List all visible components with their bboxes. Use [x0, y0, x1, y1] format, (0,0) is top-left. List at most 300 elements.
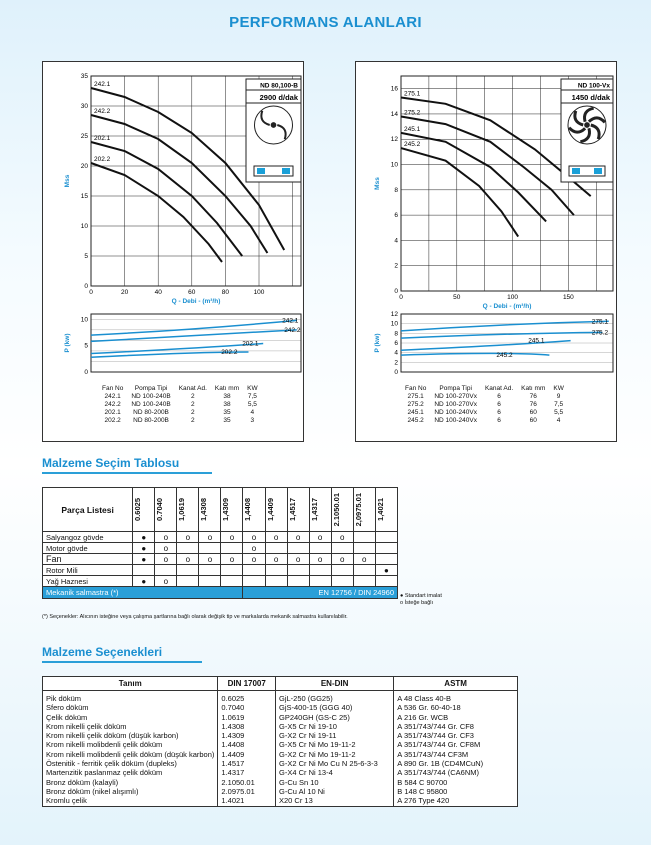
- fan-table-row: [401, 393, 568, 401]
- options-cell: 1.4317: [218, 768, 276, 777]
- impeller-icon: [255, 106, 293, 144]
- options-cell: A 351/743/744 (CA6NM): [394, 768, 518, 777]
- fan-table-cell: 2: [191, 417, 195, 424]
- fan-table-cell: 76: [529, 393, 537, 400]
- fan-table-cell: 7,5: [247, 393, 257, 400]
- fan-table-cell: 38: [223, 393, 231, 400]
- fan-table-row: [401, 409, 568, 417]
- options-cell: 1.4517: [218, 759, 276, 768]
- fan-table-cell: 2: [191, 409, 195, 416]
- options-row: [43, 713, 518, 722]
- power-curve: [401, 341, 571, 351]
- selection-mark: o: [287, 554, 309, 565]
- legend: [400, 593, 442, 607]
- y-tick-label: 16: [390, 85, 398, 93]
- selection-row: [43, 532, 398, 543]
- selection-row: [43, 554, 398, 565]
- selection-mark: [243, 576, 265, 587]
- fan-table-cell: 3: [250, 417, 255, 424]
- selection-row: [43, 543, 398, 554]
- curve-label: 245.2: [404, 141, 421, 149]
- performance-panel-left: [42, 61, 304, 442]
- fan-table-cell: 6: [497, 409, 501, 416]
- y-tick-label: 10: [80, 223, 88, 230]
- options-cell: G-X2 Cr Ni Mo 19-11-2: [276, 750, 394, 759]
- selection-mark: [309, 565, 331, 576]
- selection-mark: o: [309, 554, 331, 565]
- options-cell: 2.1050.01: [218, 778, 276, 787]
- fan-table-cell: 35: [223, 417, 231, 424]
- material-code-header: [353, 488, 375, 532]
- seal-footnote: (*) Seçenekler: Alıcının isteğine veya çalışma şartlarına bağlı olarak değişik tip ve markalarda mekanik salmastra kullanılabilir.: [42, 614, 348, 620]
- power-curve: [401, 353, 549, 355]
- performance-panel-right: [355, 61, 617, 442]
- options-row: [43, 768, 518, 777]
- power-tick-label: 5: [84, 342, 88, 350]
- material-code-label: 0.6025: [133, 498, 143, 521]
- options-row: [43, 778, 518, 787]
- x-axis-label: Q - Debi - (m³/h): [482, 303, 532, 310]
- pump-flange-right: [282, 168, 290, 174]
- fan-table-cell: 6: [497, 401, 501, 408]
- options-cell: A 351/743/744 CF3M: [394, 750, 518, 759]
- fan-table-header: Fan No: [102, 385, 124, 392]
- options-header-row: [43, 677, 518, 691]
- power-curve-label: 242.2: [284, 326, 301, 334]
- fan-table-cell: 4: [250, 409, 255, 416]
- material-options-table: [42, 676, 518, 807]
- material-code-header: [133, 488, 155, 532]
- options-cell: 0.7040: [218, 703, 276, 712]
- fan-table-cell: ND 100-240B: [131, 401, 171, 408]
- selection-mark: [177, 565, 199, 576]
- selection-mark: [353, 543, 375, 554]
- options-cell: A 351/743/744 Gr. CF3: [394, 731, 518, 740]
- selection-mark: [199, 543, 221, 554]
- fan-table-cell: 6: [497, 393, 501, 400]
- options-cell: 1.4309: [218, 731, 276, 740]
- fan-table-cell: 242.1: [104, 393, 121, 400]
- fan-table-cell: ND 80-200B: [133, 409, 169, 416]
- part-name: Fan: [43, 554, 133, 565]
- x-tick-label: 100: [253, 289, 265, 296]
- power-curve-label: 245.1: [528, 337, 545, 345]
- selection-mark: [375, 543, 397, 554]
- material-code-label: 2,0975.01: [353, 492, 363, 527]
- options-column-header: EN-DIN: [276, 677, 394, 691]
- material-options-title: Malzeme Seçenekleri: [42, 645, 163, 659]
- material-code-header: [309, 488, 331, 532]
- fan-table-cell: ND 100-240B: [131, 393, 171, 400]
- selection-mark: o: [353, 554, 375, 565]
- material-code-header: [375, 488, 397, 532]
- fan-table-cell: 38: [223, 401, 231, 408]
- options-row: [43, 722, 518, 731]
- power-axis-label: P (kw): [374, 333, 381, 353]
- power-curve-label: 202.1: [242, 340, 259, 348]
- y-axis-label: Mss: [374, 177, 381, 190]
- material-code-label: 1,4308: [199, 498, 209, 521]
- options-cell: Bronz döküm (nikel alışımlı): [43, 787, 218, 796]
- fan-table-cell: 275.2: [407, 401, 424, 408]
- material-code-label: 1,4408: [243, 498, 253, 521]
- selection-mark: [221, 565, 243, 576]
- pump-icon: [569, 166, 605, 176]
- options-column-header: DIN 17007: [218, 677, 276, 691]
- part-name: Motor gövde: [43, 543, 133, 554]
- fan-table-row: [98, 417, 262, 425]
- curve-label: 275.1: [404, 90, 421, 98]
- selection-mark: [221, 543, 243, 554]
- selection-mark: ●: [133, 554, 155, 565]
- selection-mark: [221, 576, 243, 587]
- material-code-header: [243, 488, 265, 532]
- fan-table-cell: ND 100-240Vx: [434, 409, 477, 416]
- selection-mark: o: [243, 543, 265, 554]
- material-code-label: 1,4317: [309, 498, 319, 521]
- curve-label: 242.2: [94, 108, 111, 115]
- selection-mark: [265, 565, 287, 576]
- performance-curve: [91, 142, 242, 256]
- fan-table-cell: ND 100-270Vx: [434, 401, 477, 408]
- fan-table-cell: 76: [529, 401, 537, 408]
- y-tick-label: 5: [84, 253, 88, 260]
- selection-mark: [177, 576, 199, 587]
- fan-table-cell: 2: [191, 393, 195, 400]
- selection-mark: o: [221, 554, 243, 565]
- fan-table-cell: 2: [191, 401, 195, 408]
- options-cell: Krom nikelli çelik döküm (düşük karbon): [43, 731, 218, 740]
- fan-table-row: [401, 417, 568, 425]
- options-column-header: Tanım: [43, 677, 218, 691]
- selection-mark: o: [265, 554, 287, 565]
- options-cell: Krom nikelli çelik döküm: [43, 722, 218, 731]
- options-cell: Pik döküm: [43, 691, 218, 704]
- fan-table-cell: 245.1: [407, 409, 424, 416]
- y-tick-label: 0: [84, 283, 88, 290]
- fan-table-cell: 60: [529, 417, 537, 424]
- options-row: [43, 750, 518, 759]
- pump-icon: [254, 166, 293, 176]
- fan-table-cell: 242.2: [104, 401, 121, 408]
- options-row: [43, 787, 518, 796]
- curve-label: 202.2: [94, 156, 111, 163]
- selection-header-row: [43, 488, 398, 532]
- power-curve: [91, 320, 297, 335]
- material-code-label: 1,0619: [177, 498, 187, 521]
- page-title: PERFORMANS ALANLARI: [229, 14, 422, 31]
- seal-label: Mekanik salmastra (*): [43, 587, 243, 599]
- material-code-header: [287, 488, 309, 532]
- selection-mark: ●: [133, 532, 155, 543]
- speed-label: 2900 d/dak: [259, 93, 298, 102]
- selection-mark: [265, 543, 287, 554]
- fan-table-cell: 245.2: [407, 417, 424, 424]
- power-tick-label: 0: [394, 369, 398, 376]
- selection-mark: ●: [375, 565, 397, 576]
- power-tick-label: 6: [394, 340, 398, 347]
- x-tick-label: 40: [154, 289, 162, 296]
- performance-curve: [401, 133, 546, 222]
- selection-mark: [331, 543, 353, 554]
- fan-table-cell: 4: [556, 417, 561, 424]
- fan-table-cell: 5,5: [554, 409, 564, 416]
- fan-table-header: Kanat Ad.: [178, 385, 207, 392]
- y-tick-label: 35: [80, 73, 88, 80]
- selection-mark: o: [199, 532, 221, 543]
- selection-mark: o: [309, 532, 331, 543]
- fan-table-row: [98, 401, 262, 409]
- selection-mark: [265, 576, 287, 587]
- material-code-label: 1,4409: [265, 498, 275, 521]
- selection-mark: [353, 576, 375, 587]
- material-code-label: 1,4517: [287, 498, 297, 521]
- options-cell: GjL-250 (GG25): [276, 691, 394, 704]
- selection-mark: [309, 543, 331, 554]
- options-cell: A 48 Class 40-B: [394, 691, 518, 704]
- options-cell: Sfero döküm: [43, 703, 218, 712]
- options-row: [43, 740, 518, 749]
- options-cell: Östenitik - ferritik çelik döküm (dupleks): [43, 759, 218, 768]
- fan-table-row: [401, 401, 568, 409]
- fan-table-header: KW: [553, 385, 564, 392]
- performance-curve: [91, 163, 222, 262]
- impeller-icon: [568, 106, 606, 144]
- curve-label: 242.1: [94, 81, 111, 88]
- fan-table-cell: 275.1: [407, 393, 424, 400]
- y-tick-label: 25: [80, 133, 88, 140]
- material-code-label: 0.7040: [155, 498, 165, 521]
- options-cell: A 536 Gr. 60-40-18: [394, 703, 518, 712]
- options-cell: 0.6025: [218, 691, 276, 704]
- options-cell: 1.4409: [218, 750, 276, 759]
- options-cell: A 351/743/744 Gr. CF8: [394, 722, 518, 731]
- fan-table-cell: 35: [223, 409, 231, 416]
- impeller-hub: [271, 122, 277, 128]
- fan-table-header: Pompa Tipi: [134, 385, 168, 392]
- material-code-header: [177, 488, 199, 532]
- part-name: Yağ Haznesi: [43, 576, 133, 587]
- material-selection-header: [42, 456, 212, 474]
- options-cell: 1.4021: [218, 796, 276, 806]
- fan-table-cell: ND 100-240Vx: [434, 417, 477, 424]
- fan-table-left: [98, 384, 262, 425]
- x-tick-label: 150: [562, 294, 574, 301]
- power-tick-label: 2: [394, 359, 398, 367]
- material-code-header: [155, 488, 177, 532]
- material-selection-title: Malzeme Seçim Tablosu: [42, 456, 180, 470]
- fan-table-cell: 202.1: [104, 409, 121, 416]
- options-cell: A 890 Gr. 1B (CD4MCuN): [394, 759, 518, 768]
- x-tick-label: 0: [89, 289, 93, 296]
- selection-mark: ●: [133, 543, 155, 554]
- y-tick-label: 30: [80, 103, 88, 110]
- y-axis-label: Mss: [64, 174, 71, 188]
- y-tick-label: 10: [390, 161, 398, 169]
- selection-row: [43, 576, 398, 587]
- selection-mark: o: [155, 554, 177, 565]
- fan-table-header: Fan No: [405, 385, 427, 392]
- selection-mark: [199, 576, 221, 587]
- selection-mark: [133, 565, 155, 576]
- selection-mark: ●: [133, 576, 155, 587]
- pump-flange-left: [257, 168, 265, 174]
- material-options-header: [42, 645, 202, 663]
- selection-mark: o: [155, 532, 177, 543]
- options-cell: G-Cu Al 10 Ni: [276, 787, 394, 796]
- power-curve-label: 245.2: [496, 352, 513, 360]
- options-cell: G-X2 Cr Ni Mo Cu N 25-6-3-3: [276, 759, 394, 768]
- power-curve-label: 242.1: [282, 317, 299, 325]
- y-tick-label: 4: [394, 237, 398, 245]
- performance-curve: [401, 148, 518, 237]
- selection-mark: [375, 576, 397, 587]
- selection-mark: o: [177, 532, 199, 543]
- selection-row: [43, 565, 398, 576]
- options-cell: 1.4308: [218, 722, 276, 731]
- selection-mark: [375, 554, 397, 565]
- fan-table-cell: 6: [497, 417, 501, 424]
- options-cell: Bronz döküm (kalayli): [43, 778, 218, 787]
- options-cell: 1.0619: [218, 713, 276, 722]
- part-name: Rotor Mili: [43, 565, 133, 576]
- selection-mark: [331, 576, 353, 587]
- fan-table-header: Katı mm: [214, 385, 240, 392]
- selection-mark: o: [177, 554, 199, 565]
- options-cell: 2.0975.01: [218, 787, 276, 796]
- options-cell: G-X4 Cr Ni 13-4: [276, 768, 394, 777]
- x-tick-label: 50: [453, 294, 461, 301]
- options-cell: Martenzitik paslanmaz çelik döküm: [43, 768, 218, 777]
- fan-table-cell: 60: [529, 409, 537, 416]
- y-tick-label: 14: [390, 110, 398, 118]
- fan-table-header: Pompa Tipi: [439, 385, 472, 392]
- power-tick-label: 0: [84, 369, 88, 376]
- curve-label: 245.1: [404, 125, 421, 133]
- seal-row: [43, 587, 398, 599]
- options-cell: G-X5 Cr Ni Mo 19-11-2: [276, 740, 394, 749]
- fan-table-right: [401, 384, 568, 425]
- options-cell: 1.4408: [218, 740, 276, 749]
- power-tick-label: 4: [394, 349, 398, 357]
- selection-mark: [287, 543, 309, 554]
- speed-label: 1450 d/dak: [571, 93, 610, 102]
- power-curve-label: 202.2: [221, 348, 238, 356]
- x-axis-label: Q - Debi - (m³/h): [171, 298, 221, 305]
- curve-label: 275.2: [404, 109, 421, 117]
- options-cell: Krom nikelli molibdenli çelik döküm (düşük karbon): [43, 750, 218, 759]
- selection-mark: [199, 565, 221, 576]
- options-row: [43, 796, 518, 806]
- fan-table-cell: ND 100-270Vx: [434, 393, 477, 400]
- options-cell: GjS-400-15 (GGG 40): [276, 703, 394, 712]
- options-cell: B 584 C 90700: [394, 778, 518, 787]
- options-row: [43, 703, 518, 712]
- selection-mark: [177, 543, 199, 554]
- material-code-header: [199, 488, 221, 532]
- seal-standard: EN 12756 / DIN 24960: [243, 587, 398, 599]
- options-cell: G-X5 Cr Ni 19-10: [276, 722, 394, 731]
- fan-table-row: [98, 409, 262, 417]
- selection-mark: [287, 565, 309, 576]
- power-tick-label: 10: [80, 316, 88, 324]
- selection-mark: o: [331, 532, 353, 543]
- selection-mark: [243, 565, 265, 576]
- material-selection-table: [42, 487, 398, 599]
- selection-mark: [287, 576, 309, 587]
- options-cell: Krom nikelli molibdenli çelik döküm: [43, 740, 218, 749]
- y-tick-label: 15: [80, 193, 88, 200]
- selection-mark: [353, 532, 375, 543]
- y-tick-label: 8: [394, 186, 398, 194]
- x-tick-label: 60: [188, 289, 196, 296]
- options-column-header: ASTM: [394, 677, 518, 691]
- selection-mark: o: [155, 576, 177, 587]
- y-tick-label: 2: [394, 262, 398, 270]
- power-axis-label: P (kw): [64, 333, 71, 353]
- y-tick-label: 20: [80, 163, 88, 170]
- x-tick-label: 20: [120, 289, 129, 296]
- options-row: [43, 691, 518, 704]
- y-tick-label: 12: [390, 136, 398, 144]
- options-cell: G-Cu Sn 10: [276, 778, 394, 787]
- x-tick-label: 100: [507, 294, 519, 301]
- material-code-header: [221, 488, 243, 532]
- options-cell: B 148 C 95800: [394, 787, 518, 796]
- fan-table-cell: 9: [556, 393, 561, 400]
- fan-table-cell: 202.2: [104, 417, 121, 424]
- options-cell: X20 Cr 13: [276, 796, 394, 806]
- parts-list-header: Parça Listesi: [43, 488, 133, 532]
- power-curve: [91, 330, 297, 342]
- selection-mark: o: [331, 554, 353, 565]
- power-curve-label: 275.1: [591, 318, 609, 326]
- selection-mark: [331, 565, 353, 576]
- material-code-header: [265, 488, 287, 532]
- fan-table-cell: ND 80-200B: [133, 417, 169, 424]
- pump-flange-right: [594, 168, 602, 174]
- power-tick-label: 12: [390, 311, 398, 318]
- pump-flange-left: [572, 168, 580, 174]
- material-code-label: 2.1050.01: [331, 492, 341, 527]
- selection-mark: o: [243, 532, 265, 543]
- power-curve-label: 275.2: [591, 329, 609, 337]
- selection-mark: [309, 576, 331, 587]
- material-code-header: [331, 488, 353, 532]
- options-cell: G-X2 Cr Ni 19-11: [276, 731, 394, 740]
- y-tick-label: 6: [394, 212, 398, 220]
- y-tick-label: 0: [394, 288, 398, 295]
- selection-mark: o: [155, 543, 177, 554]
- selection-mark: o: [287, 532, 309, 543]
- options-row: [43, 731, 518, 740]
- power-tick-label: 8: [394, 330, 398, 338]
- model-name: ND 100-Vx: [577, 82, 610, 90]
- fan-table-header: Katı mm: [521, 385, 546, 392]
- fan-table-header: Kanat Ad.: [484, 385, 514, 392]
- legend-standard: ● Standart imalat: [400, 593, 442, 599]
- x-tick-label: 80: [221, 289, 230, 296]
- options-cell: Kromlu çelik: [43, 796, 218, 806]
- part-name: Salyangoz gövde: [43, 532, 133, 543]
- options-cell: A 276 Type 420: [394, 796, 518, 806]
- impeller-hub: [584, 122, 590, 128]
- selection-mark: [375, 532, 397, 543]
- options-cell: GP240GH (GS-C 25): [276, 713, 394, 722]
- x-tick-label: 0: [399, 294, 403, 301]
- selection-mark: o: [199, 554, 221, 565]
- options-cell: A 351/743/744 Gr. CF8M: [394, 740, 518, 749]
